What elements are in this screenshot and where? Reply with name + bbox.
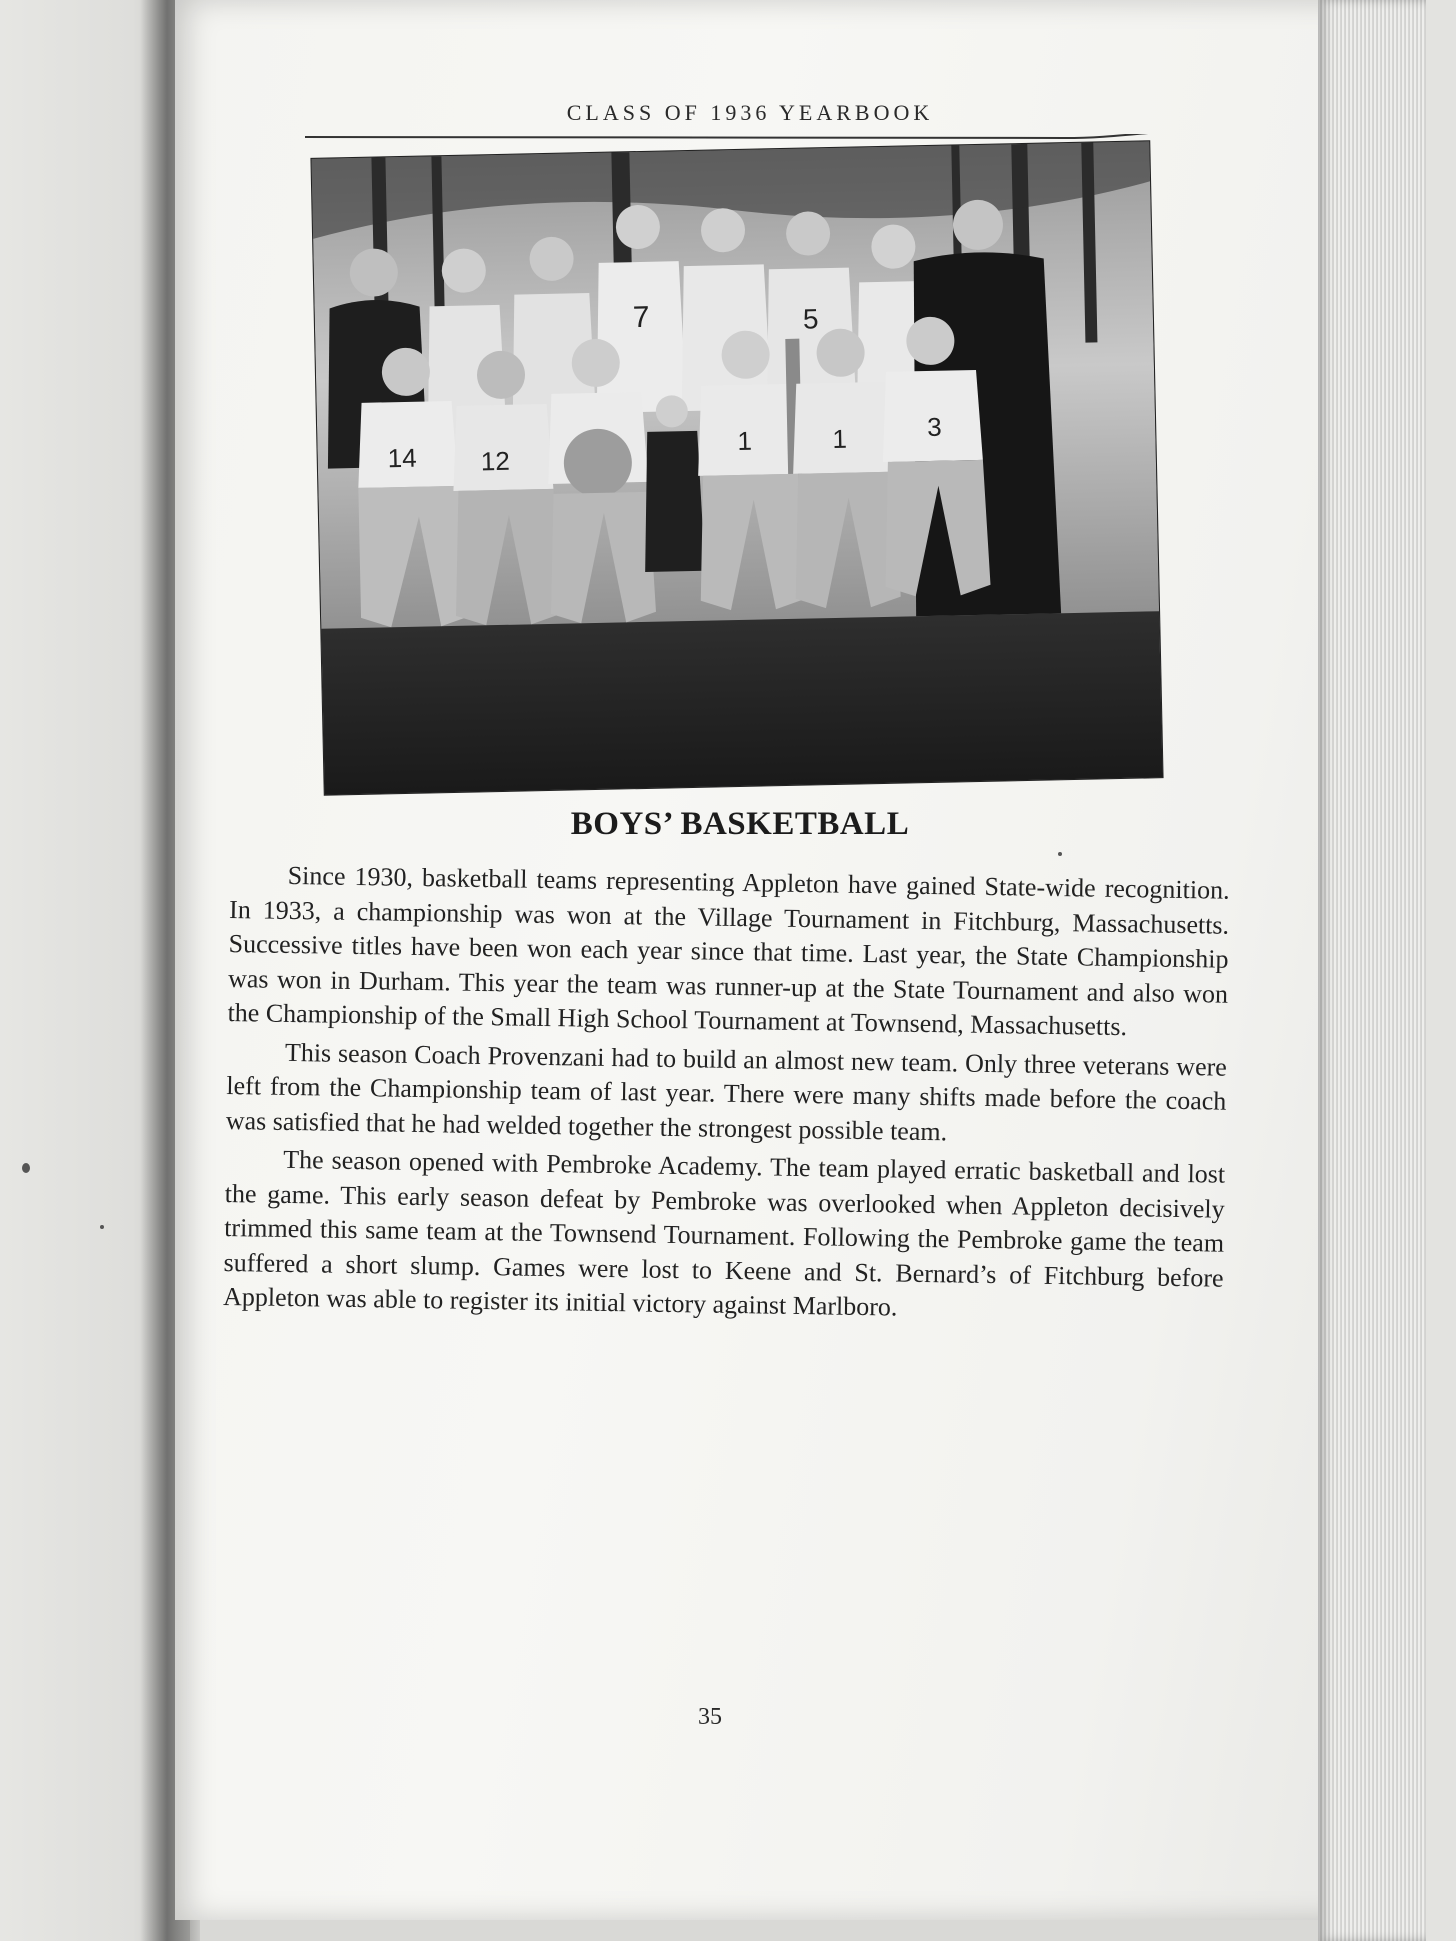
paragraph: Since 1930, basketball teams representing Appleton have gained State-wide recognition. In 1933, a championship was won at the Village Tournament in Fitchburg, Massachusetts. Successive titles have been won each year since that time. Last year, the State Championship was won in Durham. This year the team was runner-up at the State Tournament and also won the Championship of the Small High School Tournament at Townsend, Massachusetts. <box>227 860 1230 1042</box>
team-photo-image <box>311 141 1162 794</box>
page-edges <box>1318 0 1456 1941</box>
section-title: BOYS’ BASKETBALL <box>570 806 910 842</box>
paragraph: This season Coach Provenzani had to build an almost new team. Only three veterans were left from the Championship team of last year. There were many shifts made before the coach was satisfied that he had welded together the strongest possible team. <box>225 1037 1228 1146</box>
paper-speck <box>1058 852 1062 856</box>
jersey-number: 1 <box>832 423 848 454</box>
jersey-number: 3 <box>926 411 942 443</box>
jersey-number: 5 <box>802 303 819 335</box>
paragraph: The season opened with Pembroke Academy. The team played erratic basketball and lost the game. This early season defeat by Pembroke was overlooked when Appleton decisively trimmed this same team at the Townsend Tournament. Following the Pembroke game the team suffered a short slump. Games were lost to Keene and St. Bernard’s of Fitchburg before Appleton was able to register its initial victory against Marlboro. <box>222 1144 1226 1322</box>
jersey-number: 7 <box>632 300 650 335</box>
running-head: CLASS OF 1936 YEARBOOK <box>566 100 934 125</box>
jersey-number: 1 <box>737 425 753 456</box>
paper-speck <box>22 1163 30 1173</box>
paper-speck <box>100 1225 104 1229</box>
article-body <box>223 858 1230 1334</box>
page-number: 35 <box>698 1704 722 1730</box>
jersey-number: 14 <box>387 442 417 474</box>
jersey-number: 12 <box>480 445 511 477</box>
team-photo <box>311 141 1162 794</box>
